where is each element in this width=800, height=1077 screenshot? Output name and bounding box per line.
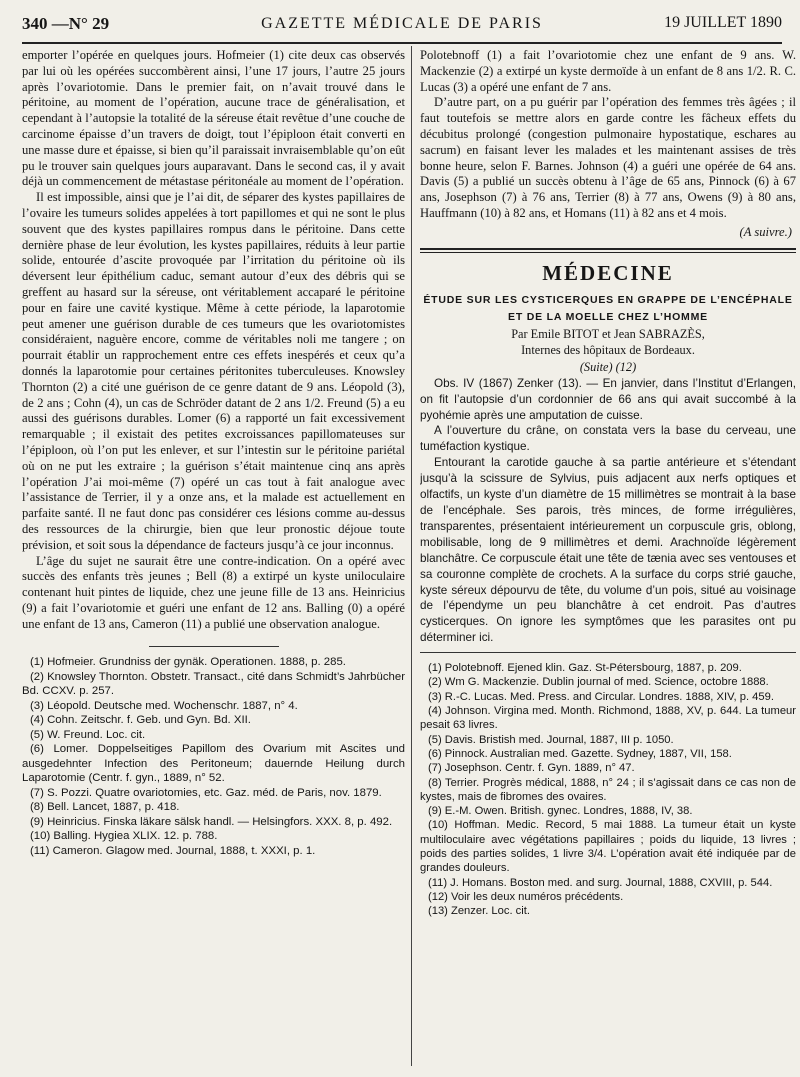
footnote: (1) Polotebnoff. Ejened klin. Gaz. St-Pétersbourg, 1887, p. 209. (428, 662, 742, 675)
footnote-rule (149, 646, 279, 647)
observation-paragraph: Entourant la carotide gauche à sa partie antérieure et s’étendant jusqu’à la scissure de Sylvius, puis adjacent aux nerfs optiques et olfactifs, un kyste d’un diamètre de 15 millimètres se montrait à la base de l’encéphale. Ses parois, très minces, de forme irrégulières, transparentes, présentaient intérieurement un corpuscule gris, oblong, mobilisable, long de 9 millimètres et demi. Arachnoïde légèrement blanchâtre. Ce corpuscule était une tête de tænia avec ses ventouses et sa couronne complète de crochets. A la surface du corps strié gauche, kyste séreux dépourvu de tête, du volume d’un pois, situé au voisinage de l’épendyme un peu blanchâtre à cet endroit. Pas d’autres cysticerques. On ignore les symptômes que les parasites ont pu déterminer ici. (420, 456, 796, 645)
issue-date: 19 JUILLET 1890 (664, 14, 782, 31)
footnote: (2) Knowsley Thornton. Obstetr. Transact., cité dans Schmidt’s Jahrbücher Bd. CCXV. p. 257. (22, 670, 405, 698)
right-paragraph: D’autre part, on a pu guérir par l’opération des femmes très âgées ; il faut toutefois se mettre alors en garde contre les fâcheux effets du décubitus prolongé (congestion pulmonaire hypostatique, eschares au sacrum) en faisant lever les malades et les maintenant assises de très bonne heure, selon F. Barnes. Johnson (4) a guéri une opérée de 64 ans. Davis (5) a publié un succès obtenu à l’âge de 65 ans, Pinnock (6) à 67 ans, Josephson (7) à 76 ans, Terrier (8) à 77 ans, Owens (9) à 80 ans, Hauffmann (10) à 82 ans, et Homans (11) à 82 ans et 4 mois. (420, 95, 796, 220)
footnote: (11) Cameron. Glagow med. Journal, 1888, t. XXXI, p. 1. (30, 844, 316, 857)
left-column (22, 48, 405, 858)
column-divider (411, 46, 412, 1066)
continuation-note: (Suite) (12) (579, 359, 637, 374)
footnote: (1) Hofmeier. Grundniss der gynäk. Operationen. 1888, p. 285. (30, 656, 346, 669)
footnote: (13) Zenzer. Loc. cit. (428, 905, 530, 918)
page-header (22, 14, 782, 40)
footnote: (10) Hoffman. Medic. Record, 5 mai 1888. La tumeur était un kyste multiloculaire avec végétations papillaires ; poids du liquide, 13 livres ; poids des parties solides, 1 livre 3/4. L’opération avait été indiquée par de grandes douleurs. (420, 819, 796, 875)
footnote: (8) Terrier. Progrès médical, 1888, n° 24 ; il s’agissait dans ce cas non de kystes, mais de fibromes des ovaires. (420, 776, 796, 803)
right-paragraph: Polotebnoff (1) a fait l’ovariotomie chez une enfant de 9 ans. W. Mackenzie (2) a extirpé un kyste dermoïde à un enfant de 8 ans 1/2. R. C. Lucas (3) a opéré une enfant de 7 ans. (420, 48, 796, 94)
footnote: (5) Davis. Bristish med. Journal, 1887, III p. 1050. (428, 733, 674, 746)
article-title: ÉTUDE SUR LES CYSTICERQUES EN GRAPPE DE L’ENCÉPHALE (423, 293, 793, 306)
left-paragraph: emporter l’opérée en quelques jours. Hofmeier (1) cite deux cas observés par lui où les opérées succombèrent ainsi, l’une 17 jours, l’autre 25 jours après l’ovariotomie. Dans le premier fait, on n’avait trouvé dans le péritoine, au moment de l’opération, aucune trace de généralisation, et cependant à l’autopsie la totalité de la séreuse était revêtue d’une couche de carcinome épaisse d’un travers de doigt, tout l’épiploon était converti en une masse dure et épaisse, si bien qu’il paraissait invraisemblable qu’on eût pu le trouver sain quelques jours auparavant. Dans le second cas, il y avait déjà un commencement de métastase péritonéale au moment de l’opération. (22, 48, 405, 189)
section-rule-thin (420, 252, 796, 253)
footnote: (7) Josephson. Centr. f. Gyn. 1889, n° 47. (428, 762, 635, 775)
footnote: (4) Cohn. Zeitschr. f. Geb. und Gyn. Bd. XII. (30, 714, 251, 727)
left-paragraph: L’âge du sujet ne saurait être une contre-indication. On a opéré avec succès des enfants très jeunes ; Bell (8) a extirpé un kyste uniloculaire contenant huit pintes de liquide, chez une jeune fille de 13 ans. Heinricius (9) a fait l’ovariotomie et guéri une enfant de 12 ans. Balling (0) a opéré une enfant de 13 ans, Cameron (11) a publié une observation analogue. (22, 553, 405, 631)
footnote: (6) Pinnock. Australian med. Gazette. Sydney, 1887, VII, 158. (428, 747, 732, 760)
observation-paragraph: A l’ouverture du crâne, on constata vers la base du cerveau, une tuméfaction kystique. (420, 424, 796, 454)
footnote: (3) R.-C. Lucas. Med. Press. and Circular. Londres. 1888, XIV, p. 459. (428, 690, 774, 703)
footnote: (10) Balling. Hygiea XLIX. 12. p. 788. (30, 830, 218, 843)
section-rule (420, 248, 796, 250)
footnote: (5) W. Freund. Loc. cit. (30, 728, 146, 741)
footnote: (11) J. Homans. Boston med. and surg. Journal, 1888, CXVIII, p. 544. (428, 876, 773, 889)
right-footnotes (420, 652, 796, 918)
footnote: (7) S. Pozzi. Quatre ovariotomies, etc. Gaz. méd. de Paris, nov. 1879. (30, 786, 382, 799)
footnote: (2) Wm G. Mackenzie. Dublin journal of med. Science, octobre 1888. (428, 676, 769, 689)
observation-paragraph: Obs. IV (1867) Zenker (13). — En janvier, dans l’Institut d’Erlangen, on fit l’autopsie d’un cordonnier de 66 ans qui avait succombé à la pyohémie après une amputation de cuisse. (420, 376, 796, 422)
page-number: 340 —N° 29 (22, 14, 110, 33)
section-heading: MÉDECINE (542, 260, 674, 285)
journal-title: GAZETTE MÉDICALE DE PARIS (261, 15, 543, 32)
article-authors: Par Emile BITOT et Jean SABRAZÈS, (511, 326, 705, 341)
footnote: (9) Heinricius. Finska läkare sälsk handl. — Helsingfors. XXX. 8, p. 492. (30, 815, 393, 828)
footnote: (9) E.-M. Owen. British. gynec. Londres, 1888, IV, 38. (428, 805, 693, 818)
footnote: (12) Voir les deux numéros précédents. (428, 890, 624, 903)
footnote: (6) Lomer. Doppelseitiges Papillom des Ovarium mit Ascites und ausgedehnter Infection des Peritoneum; dauernde Heilung durch Laparotomie (Centr. f. gyn., 1889, n° 52. (22, 743, 405, 785)
right-column (420, 48, 796, 919)
footnote: (8) Bell. Lancet, 1887, p. 418. (30, 801, 180, 814)
author-affiliation: Internes des hôpitaux de Bordeaux. (521, 342, 695, 357)
header-rule (22, 42, 782, 44)
left-footnotes (22, 655, 405, 858)
footnote: (3) Léopold. Deutsche med. Wochenschr. 1887, n° 4. (30, 699, 298, 712)
footnote: (4) Johnson. Virgina med. Month. Richmond, 1888, XV, p. 644. La tumeur pesait 63 livres. (420, 705, 796, 732)
article-title-line2: ET DE LA MOELLE CHEZ L’HOMME (508, 310, 708, 323)
left-paragraph: Il est impossible, ainsi que je l’ai dit, de séparer des kystes papillaires de l’ovaire les tumeurs solides appelées à tort papillomes et qui ne sont le plus souvent que des kystes papillaires rompus dans le péritoine. Dans cette dernière phase de leur évolution, les kystes papillaires, réduits à leur partie solide, entourée d’ascite provoquée par l’irritation du péritoine où ils déversent leur épithélium caduc, semant autour d’eux des débris qui se greffent au hasard sur la séreuse, ont véritablement accaparé le péritoine pour en faire une cavité kystique. Même à cette période, la laparotomie peut amener une guérison durable de ces tumeurs que les ovariotomistes considéraient, naguère encore, comme de véritables noli me tangere ; on pourrait établir un rapprochement entre ces effets inespérés et ceux qu’a donnés la laparotomie pour certaines péritonites tuberculeuses. Knowsley Thornton (2) a cité une guérison de ce genre datant de 9 ans. Léopold (3), de 2 ans ; Cohn (4), un cas de Schröder datant de 2 ans 1/2. Freund (5) a eu aussi des guérisons durables. Lomer (6) a rapporté un fait excessivement remarquable ; il existait des petites excroissances papillomateuses sur l’épiploon, où l’on put les enlever, et sur l’intestin sur le péritoine pariétal où on ne put les extraire ; la guérison s’était maintenue cinq ans après l’opération J’ai moi-même (7) opéré un cas tout à fait analogue avec l’assistance de Terrier, il y a onze ans, et la malade est actuellement en parfaite santé. Il ne faut donc pas considérer ces lésions comme au-dessus des ressources de la chirurgie, bien que leur pronostic déjoue toute prévision, et soit sous la dépendance de facteurs jusqu’à ce jour inconnus. (22, 190, 405, 552)
to-be-continued: (A suivre.) (739, 224, 792, 239)
